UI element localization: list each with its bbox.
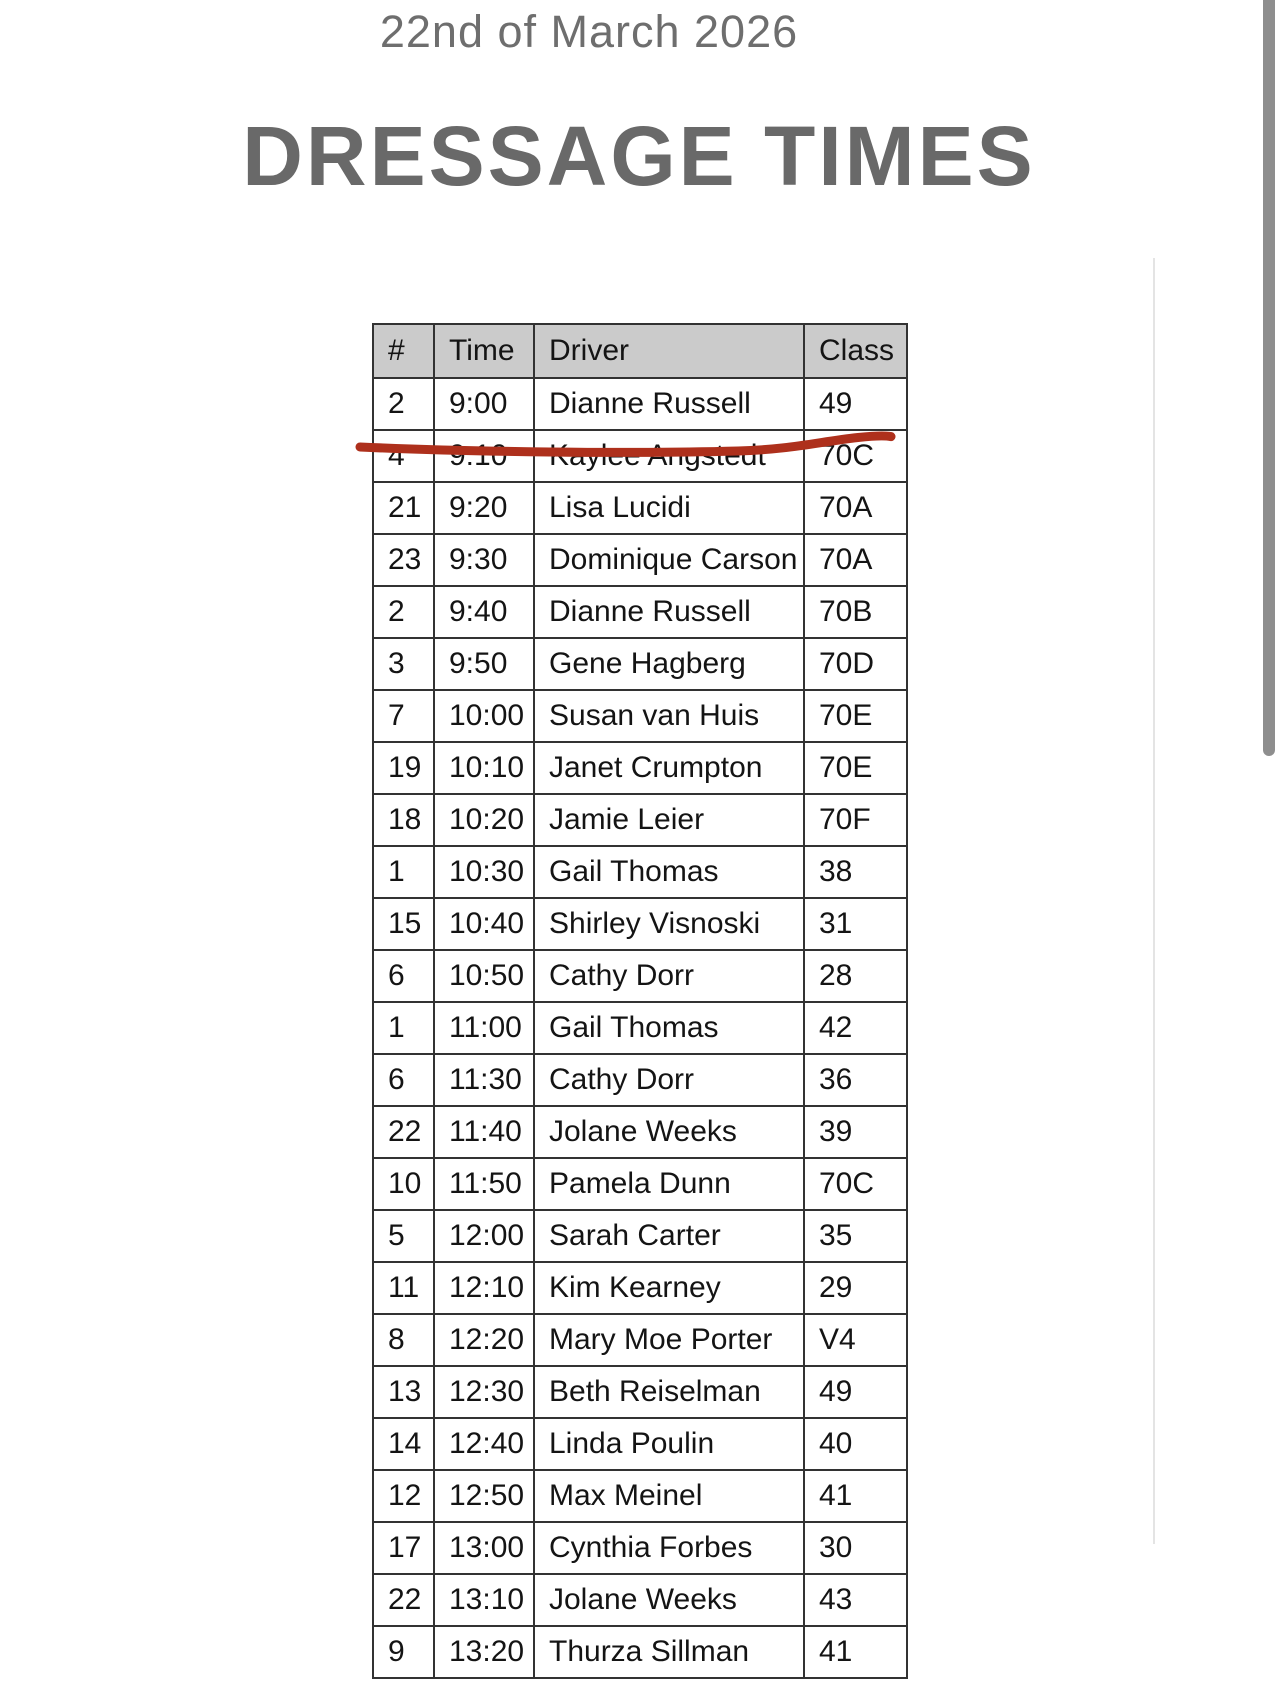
cell-class: 39 [804,1106,907,1158]
table-row [373,1262,907,1314]
cell-number: 22 [373,1106,434,1158]
cell-class: 70F [804,794,907,846]
cell-class: 28 [804,950,907,1002]
cell-number: 14 [373,1418,434,1470]
cell-class: 49 [804,1366,907,1418]
cell-driver: Jolane Weeks [534,1106,804,1158]
cell-class: 41 [804,1626,907,1678]
cell-driver: Mary Moe Porter [534,1314,804,1366]
cell-driver: Cathy Dorr [534,950,804,1002]
cell-class: 70D [804,638,907,690]
table-row [373,950,907,1002]
cell-driver: Jolane Weeks [534,1574,804,1626]
table-row [373,846,907,898]
cell-class: 31 [804,898,907,950]
cell-class: 35 [804,1210,907,1262]
cell-number: 11 [373,1262,434,1314]
cell-class: 70E [804,690,907,742]
cell-time: 11:30 [434,1054,534,1106]
table-row [373,1626,907,1678]
cell-driver: Cathy Dorr [534,1054,804,1106]
cell-number: 6 [373,1054,434,1106]
table-row [373,742,907,794]
cell-time: 12:20 [434,1314,534,1366]
page-title: DRESSAGE TIMES [242,109,1036,203]
cell-time: 9:40 [434,586,534,638]
cell-number: 18 [373,794,434,846]
col-header-number: # [373,324,434,378]
table-row [373,1158,907,1210]
cell-time: 13:00 [434,1522,534,1574]
cell-time: 9:50 [434,638,534,690]
cell-time: 9:20 [434,482,534,534]
cell-number: 2 [373,378,434,430]
event-date: 22nd of March 2026 [379,6,799,57]
cell-number: 13 [373,1366,434,1418]
table-row [373,1210,907,1262]
cell-class: 70C [804,430,907,482]
table-row [373,1106,907,1158]
cell-time: 10:30 [434,846,534,898]
cell-driver: Thurza Sillman [534,1626,804,1678]
cell-class: 29 [804,1262,907,1314]
cell-class: 36 [804,1054,907,1106]
table-row [373,898,907,950]
cell-number: 21 [373,482,434,534]
col-header-class: Class [804,324,907,378]
schedule-table [372,323,908,1679]
cell-number: 7 [373,690,434,742]
cell-time: 10:10 [434,742,534,794]
cell-class: 70A [804,534,907,586]
table-row [373,794,907,846]
table-row [373,1054,907,1106]
cell-time: 9:30 [434,534,534,586]
cell-driver: Kim Kearney [534,1262,804,1314]
cell-number: 1 [373,846,434,898]
cell-number: 23 [373,534,434,586]
cell-number: 10 [373,1158,434,1210]
cell-class: 70B [804,586,907,638]
cell-number: 2 [373,586,434,638]
table-row [373,1314,907,1366]
cell-driver: Jamie Leier [534,794,804,846]
table-row [373,638,907,690]
dressage-times-table [372,323,906,1679]
cell-number: 15 [373,898,434,950]
cell-time: 11:40 [434,1106,534,1158]
cell-driver: Janet Crumpton [534,742,804,794]
cell-number: 12 [373,1470,434,1522]
cell-driver: Susan van Huis [534,690,804,742]
table-row [373,1470,907,1522]
cell-driver: Gail Thomas [534,1002,804,1054]
col-header-time: Time [434,324,534,378]
cell-driver: Gail Thomas [534,846,804,898]
table-row [373,430,907,482]
cell-driver: Lisa Lucidi [534,482,804,534]
cell-class: 49 [804,378,907,430]
cell-number: 9 [373,1626,434,1678]
cell-driver: Sarah Carter [534,1210,804,1262]
cell-number: 17 [373,1522,434,1574]
cell-class: 70A [804,482,907,534]
cell-class: 41 [804,1470,907,1522]
cell-number: 6 [373,950,434,1002]
cell-class: 38 [804,846,907,898]
table-header-row [373,324,907,378]
cell-class: 40 [804,1418,907,1470]
cell-number: 19 [373,742,434,794]
cell-driver: Dianne Russell [534,586,804,638]
cell-driver: Linda Poulin [534,1418,804,1470]
cell-class: 30 [804,1522,907,1574]
cell-driver: Shirley Visnoski [534,898,804,950]
cell-class: 43 [804,1574,907,1626]
cell-class: 70C [804,1158,907,1210]
cell-number: 8 [373,1314,434,1366]
table-row [373,482,907,534]
cell-driver: Beth Reiselman [534,1366,804,1418]
cell-time: 9:10 [434,430,534,482]
cell-class: V4 [804,1314,907,1366]
cell-time: 9:00 [434,378,534,430]
cell-driver: Pamela Dunn [534,1158,804,1210]
cell-time: 13:10 [434,1574,534,1626]
cell-time: 10:50 [434,950,534,1002]
cell-time: 12:10 [434,1262,534,1314]
cell-driver: Gene Hagberg [534,638,804,690]
cell-time: 10:00 [434,690,534,742]
cell-time: 12:40 [434,1418,534,1470]
cell-driver: Kaylee Angstedt [534,430,804,482]
table-row [373,1002,907,1054]
cell-time: 12:00 [434,1210,534,1262]
table-row [373,1574,907,1626]
cell-driver: Max Meinel [534,1470,804,1522]
cell-driver: Dianne Russell [534,378,804,430]
cell-time: 11:50 [434,1158,534,1210]
table-row [373,690,907,742]
cell-time: 11:00 [434,1002,534,1054]
cell-class: 42 [804,1002,907,1054]
table-row [373,1366,907,1418]
cell-number: 22 [373,1574,434,1626]
cell-number: 3 [373,638,434,690]
page-edge-divider [1153,258,1155,1544]
cell-time: 13:20 [434,1626,534,1678]
cell-driver: Dominique Carson [534,534,804,586]
cell-class: 70E [804,742,907,794]
cell-driver: Cynthia Forbes [534,1522,804,1574]
cell-number: 1 [373,1002,434,1054]
cell-number: 5 [373,1210,434,1262]
cell-time: 12:50 [434,1470,534,1522]
cell-number: 4 [373,430,434,482]
table-row [373,378,907,430]
table-body [373,378,907,1678]
table-row [373,586,907,638]
table-row [373,534,907,586]
table-row [373,1418,907,1470]
col-header-driver: Driver [534,324,804,378]
table-row [373,1522,907,1574]
scrollbar-thumb[interactable] [1263,0,1275,756]
cell-time: 10:20 [434,794,534,846]
cell-time: 12:30 [434,1366,534,1418]
cell-time: 10:40 [434,898,534,950]
